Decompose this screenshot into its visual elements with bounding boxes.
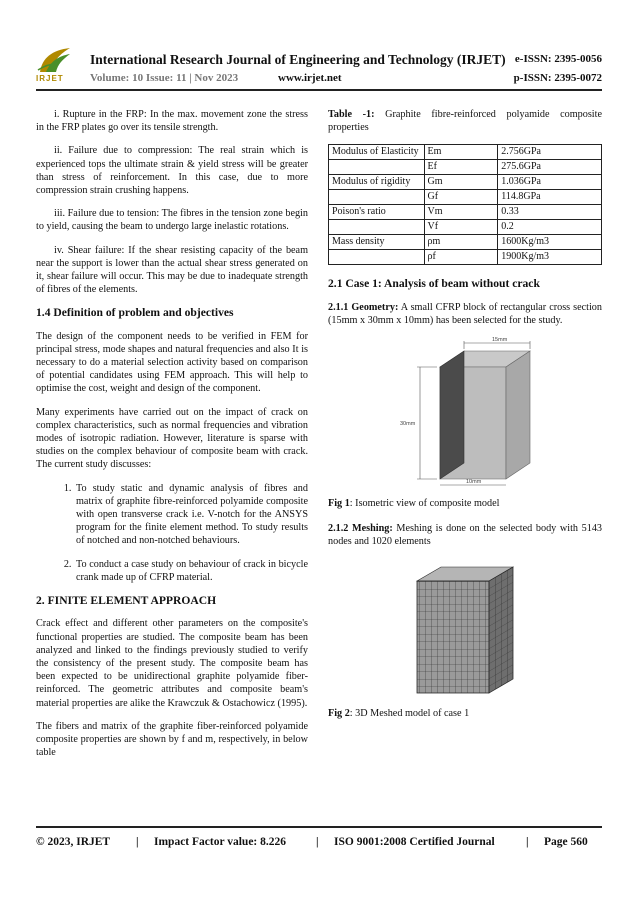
fig2-caption-label: Fig 2 — [328, 707, 350, 719]
logo-text: IRJET — [36, 74, 64, 83]
dim-label-bottom: 10mm — [466, 479, 482, 486]
table-cell: Modulus of rigidity — [329, 175, 425, 190]
table-cell: Mass density — [329, 235, 425, 250]
meshed-block-figure — [395, 559, 535, 697]
dim-label-top: 15mm — [492, 337, 508, 344]
table-cell: 275.6GPa — [498, 160, 602, 175]
table-cell: 114.8GPa — [498, 190, 602, 205]
table-caption — [328, 108, 602, 134]
table-row — [329, 220, 602, 235]
geometry-text: A small CFRP block of rectangular cross section (15mm x 30mm x 10mm) has been selected for the study. — [328, 301, 602, 326]
fig2-caption-text: : 3D Meshed model of case 1 — [349, 707, 470, 719]
para-design: The design of the component needs to be verified in FEM for principal stress, mode shapes and natural frequencies and also It is necessary to do a material selection activity based on comparison of potential candidates using FEM approach. This will help to optimise the cost, weight and design of the component. — [36, 330, 308, 395]
objective-item: 2. To conduct a case study on behaviour of crack in bicycle crank made up of CFRP material. — [74, 558, 308, 584]
table-cell — [329, 160, 425, 175]
meshing-label: 2.1.2 Meshing: — [328, 523, 393, 535]
e-issn: e-ISSN: 2395-0056 — [514, 53, 602, 65]
table-row — [329, 205, 602, 220]
section-heading-2-1: 2.1 Case 1: Analysis of beam without crack — [328, 277, 540, 291]
table-row — [329, 175, 602, 190]
table-caption-label: Table -1: — [328, 109, 375, 120]
table-cell: 1600Kg/m3 — [498, 235, 602, 250]
section-heading-1-4: 1.4 Definition of problem and objectives — [36, 306, 234, 320]
failure-mode-i: i. Rupture in the FRP: In the max. movement zone the stress in the FRP plates go over its tensile strength. — [36, 109, 308, 134]
footer-copyright: © 2023, IRJET — [36, 836, 111, 848]
failure-mode-ii: ii. Failure due to compression: The real strain which is experienced tops the ultimate strain & yield stress will be greater than stress of reinforcement. In this case, due to more compression strain crushing happens. — [36, 145, 308, 197]
table-row — [329, 250, 602, 265]
footer-separator: | — [526, 836, 529, 848]
table-cell: ρm — [424, 235, 498, 250]
isometric-block-figure — [380, 337, 550, 489]
para-fibers: The fibers and matrix of the graphite fiber-reinforced polyamide composite properties are shown by f and m, respectively, in below table — [36, 720, 308, 759]
table-cell: Ef — [424, 160, 498, 175]
table-caption-text: Graphite fibre-reinforced polyamide composite properties — [328, 109, 602, 134]
failure-mode-iv: iv. Shear failure: If the shear resisting capacity of the beam near the support is lower than the actual shear stress generated on it, shear failure will occur. This may be due to inadequate strength of fibres of the elements. — [36, 244, 308, 296]
table-cell: Gm — [424, 175, 498, 190]
table-cell — [329, 220, 425, 235]
p-issn: p-ISSN: 2395-0072 — [513, 72, 602, 84]
journal-website: www.irjet.net — [278, 72, 342, 84]
footer-impact: Impact Factor value: 8.226 — [154, 836, 287, 848]
header-rule — [36, 89, 602, 91]
table-cell: Em — [424, 145, 498, 160]
page-header — [0, 0, 638, 92]
table-cell: 0.2 — [498, 220, 602, 235]
table-cell: 1.036GPa — [498, 175, 602, 190]
objective-item: 1. To study static and dynamic analysis of fibres and matrix of graphite fibre-reinforced polyamide composite with open transverse crack i.e. V-notch for the ANSYS program for the finite element method. To study results of notched and non-notched behaviours. — [74, 482, 308, 548]
para-meshing — [328, 522, 602, 548]
table-cell: Poison's ratio — [329, 205, 425, 220]
table-row — [329, 145, 602, 160]
fig1-caption-text: : Isometric view of composite model — [349, 498, 500, 510]
table-cell: Vm — [424, 205, 498, 220]
irjet-logo-icon — [36, 44, 74, 74]
para-geometry — [328, 301, 602, 327]
left-column — [36, 108, 308, 769]
volume-info: Volume: 10 Issue: 11 | Nov 2023 — [90, 72, 239, 84]
table-cell: Gf — [424, 190, 498, 205]
properties-table — [328, 144, 602, 265]
table-cell: 0.33 — [498, 205, 602, 220]
table-cell: 2.756GPa — [498, 145, 602, 160]
footer-rule — [36, 826, 602, 828]
table-cell — [329, 250, 425, 265]
journal-title: International Research Journal of Engineering and Technology (IRJET) — [90, 52, 506, 67]
table-row — [329, 235, 602, 250]
dim-label-side: 30mm — [400, 421, 416, 428]
para-crack: Crack effect and different other parameters on the composite's functional properties are studied. The composite beam has been analyzed and linked to the findings previously studied to verify the consistency of the present study. The composite beam has been expected to be unidirectional graphite polyamide fiber-reinforced. The geometric attributes and composite beam's material properties are alike the Krawczuk & Ostachowicz (1995). — [36, 618, 308, 709]
footer-separator: | — [136, 836, 139, 848]
fig1-caption-label: Fig 1 — [328, 498, 350, 510]
fig1-caption — [328, 497, 602, 510]
table-cell: Vf — [424, 220, 498, 235]
table-cell — [329, 190, 425, 205]
footer-separator: | — [316, 836, 319, 848]
table-cell: ρf — [424, 250, 498, 265]
section-heading-2: 2. FINITE ELEMENT APPROACH — [36, 594, 217, 608]
table-cell: Modulus of Elasticity — [329, 145, 425, 160]
geometry-label: 2.1.1 Geometry: — [328, 301, 399, 313]
table-row — [329, 160, 602, 175]
table-row — [329, 190, 602, 205]
meshing-text: Meshing is done on the selected body with 5143 nodes and 1020 elements — [328, 523, 603, 548]
objectives-list — [36, 482, 308, 584]
table-cell: 1900Kg/m3 — [498, 250, 602, 265]
para-experiments: Many experiments have carried out on the impact of crack on complex characteristics, such as normal frequencies and vibration modes of isotropic radiation. However, literature is sparse with studies on the complex behaviour of composite beam with crack. The current study discusses: — [36, 406, 308, 471]
fig2-caption — [328, 707, 602, 720]
right-column — [328, 108, 602, 730]
failure-mode-iii: iii. Failure due to tension: The fibres in the tension zone begin to yield, causing the beam to undergo large inelastic rotations. — [36, 208, 308, 233]
footer-iso: ISO 9001:2008 Certified Journal — [334, 836, 495, 848]
footer-page: Page 560 — [544, 836, 588, 848]
